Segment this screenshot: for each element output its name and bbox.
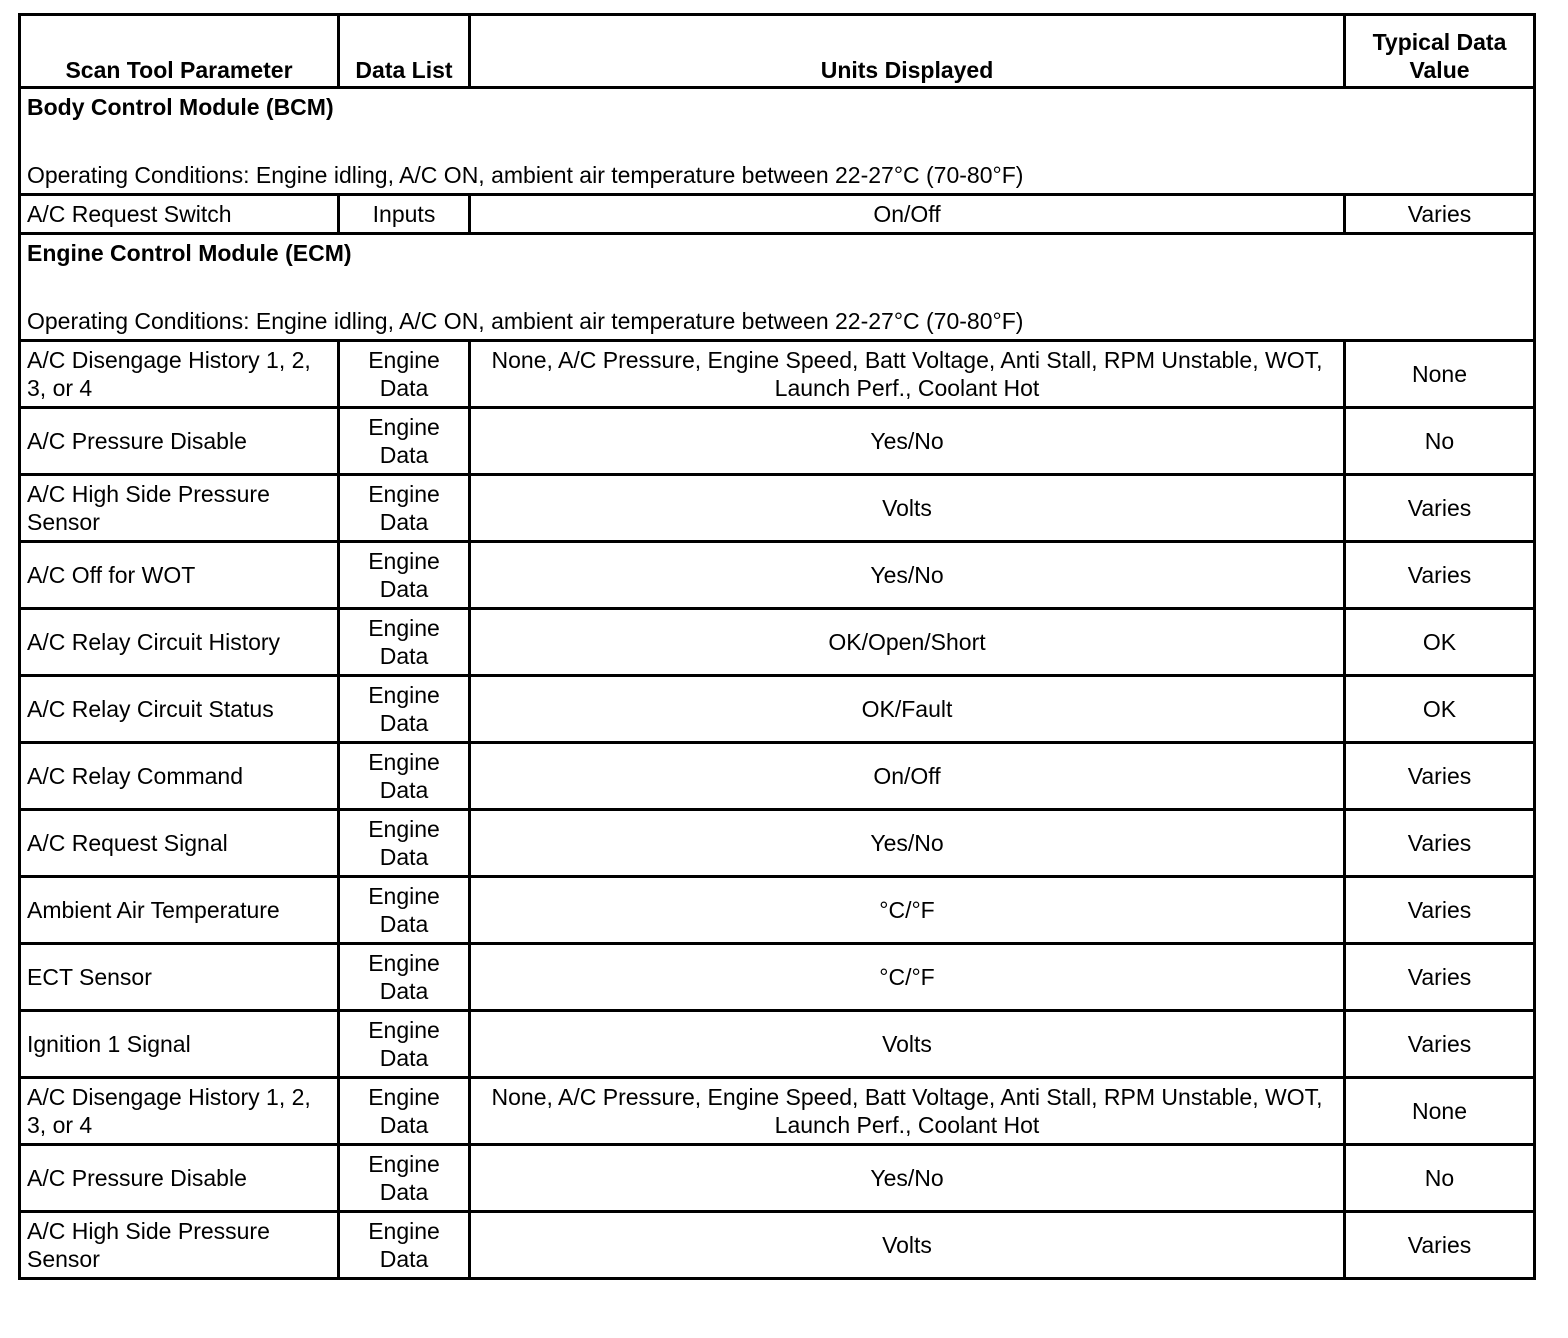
cell-typical-value: Varies	[1345, 542, 1535, 609]
cell-units: OK/Open/Short	[470, 609, 1345, 676]
header-row	[20, 15, 1535, 88]
cell-units: Yes/No	[470, 408, 1345, 475]
cell-parameter: A/C Disengage History 1, 2, 3, or 4	[20, 1078, 339, 1145]
table-row	[20, 676, 1535, 743]
table-row	[20, 408, 1535, 475]
cell-typical-value: Varies	[1345, 743, 1535, 810]
cell-typical-value: Varies	[1345, 810, 1535, 877]
cell-units: On/Off	[470, 195, 1345, 234]
cell-units: Yes/No	[470, 542, 1345, 609]
cell-parameter: ECT Sensor	[20, 944, 339, 1011]
cell-typical-value: No	[1345, 408, 1535, 475]
cell-data-list: Engine Data	[339, 743, 470, 810]
cell-typical-value: No	[1345, 1145, 1535, 1212]
cell-typical-value: None	[1345, 341, 1535, 408]
section-title: Engine Control Module (ECM)	[27, 240, 352, 266]
table-row	[20, 1078, 1535, 1145]
cell-typical-value: OK	[1345, 676, 1535, 743]
cell-units: °C/°F	[470, 877, 1345, 944]
cell-units: Yes/No	[470, 810, 1345, 877]
cell-parameter: A/C Relay Circuit History	[20, 609, 339, 676]
cell-data-list: Engine Data	[339, 676, 470, 743]
cell-typical-value: None	[1345, 1078, 1535, 1145]
cell-data-list: Engine Data	[339, 542, 470, 609]
cell-data-list: Engine Data	[339, 408, 470, 475]
cell-parameter: A/C Off for WOT	[20, 542, 339, 609]
section-header-cell	[20, 234, 1535, 341]
cell-parameter: Ambient Air Temperature	[20, 877, 339, 944]
cell-typical-value: Varies	[1345, 1212, 1535, 1279]
table-row	[20, 1145, 1535, 1212]
cell-typical-value: Varies	[1345, 944, 1535, 1011]
cell-units: °C/°F	[470, 944, 1345, 1011]
cell-units: Volts	[470, 1212, 1345, 1279]
header-scan-tool-parameter: Scan Tool Parameter	[20, 15, 339, 88]
cell-data-list: Engine Data	[339, 341, 470, 408]
cell-typical-value: Varies	[1345, 475, 1535, 542]
table-row	[20, 1212, 1535, 1279]
cell-data-list: Engine Data	[339, 944, 470, 1011]
cell-data-list: Engine Data	[339, 877, 470, 944]
cell-parameter: A/C High Side Pressure Sensor	[20, 1212, 339, 1279]
table-row	[20, 877, 1535, 944]
cell-units: OK/Fault	[470, 676, 1345, 743]
cell-typical-value: Varies	[1345, 195, 1535, 234]
cell-units: Yes/No	[470, 1145, 1345, 1212]
scan-tool-data-table	[18, 13, 1536, 1280]
cell-data-list: Engine Data	[339, 609, 470, 676]
cell-parameter: A/C Relay Circuit Status	[20, 676, 339, 743]
section-header-cell	[20, 88, 1535, 195]
table-row	[20, 810, 1535, 877]
header-typical-data-value: Typical Data Value	[1345, 15, 1535, 88]
header-data-list: Data List	[339, 15, 470, 88]
table-row	[20, 341, 1535, 408]
cell-data-list: Engine Data	[339, 1145, 470, 1212]
cell-parameter: A/C Relay Command	[20, 743, 339, 810]
cell-units: Volts	[470, 475, 1345, 542]
table-row	[20, 542, 1535, 609]
table-row	[20, 475, 1535, 542]
cell-data-list: Engine Data	[339, 475, 470, 542]
cell-units: On/Off	[470, 743, 1345, 810]
section-operating-conditions: Operating Conditions: Engine idling, A/C ON, ambient air temperature between 22-27°C (70-80°F)	[27, 162, 1024, 188]
cell-data-list: Engine Data	[339, 1011, 470, 1078]
section-title: Body Control Module (BCM)	[27, 94, 334, 120]
cell-data-list: Engine Data	[339, 810, 470, 877]
table-row	[20, 1011, 1535, 1078]
header-units-displayed: Units Displayed	[470, 15, 1345, 88]
section-operating-conditions: Operating Conditions: Engine idling, A/C ON, ambient air temperature between 22-27°C (70-80°F)	[27, 308, 1024, 334]
section-header-row	[20, 88, 1535, 195]
cell-units: Volts	[470, 1011, 1345, 1078]
cell-data-list: Engine Data	[339, 1212, 470, 1279]
cell-parameter: A/C Disengage History 1, 2, 3, or 4	[20, 341, 339, 408]
cell-parameter: A/C Request Switch	[20, 195, 339, 234]
cell-typical-value: Varies	[1345, 877, 1535, 944]
section-header-row	[20, 234, 1535, 341]
cell-units: None, A/C Pressure, Engine Speed, Batt Voltage, Anti Stall, RPM Unstable, WOT, Launch Perf., Coolant Hot	[470, 1078, 1345, 1145]
table-row	[20, 743, 1535, 810]
cell-parameter: A/C Pressure Disable	[20, 1145, 339, 1212]
cell-parameter: Ignition 1 Signal	[20, 1011, 339, 1078]
cell-parameter: A/C Pressure Disable	[20, 408, 339, 475]
cell-typical-value: Varies	[1345, 1011, 1535, 1078]
cell-data-list: Inputs	[339, 195, 470, 234]
table-row	[20, 609, 1535, 676]
cell-parameter: A/C Request Signal	[20, 810, 339, 877]
cell-typical-value: OK	[1345, 609, 1535, 676]
cell-data-list: Engine Data	[339, 1078, 470, 1145]
table-row	[20, 944, 1535, 1011]
cell-parameter: A/C High Side Pressure Sensor	[20, 475, 339, 542]
cell-units: None, A/C Pressure, Engine Speed, Batt Voltage, Anti Stall, RPM Unstable, WOT, Launch Perf., Coolant Hot	[470, 341, 1345, 408]
table-row	[20, 195, 1535, 234]
